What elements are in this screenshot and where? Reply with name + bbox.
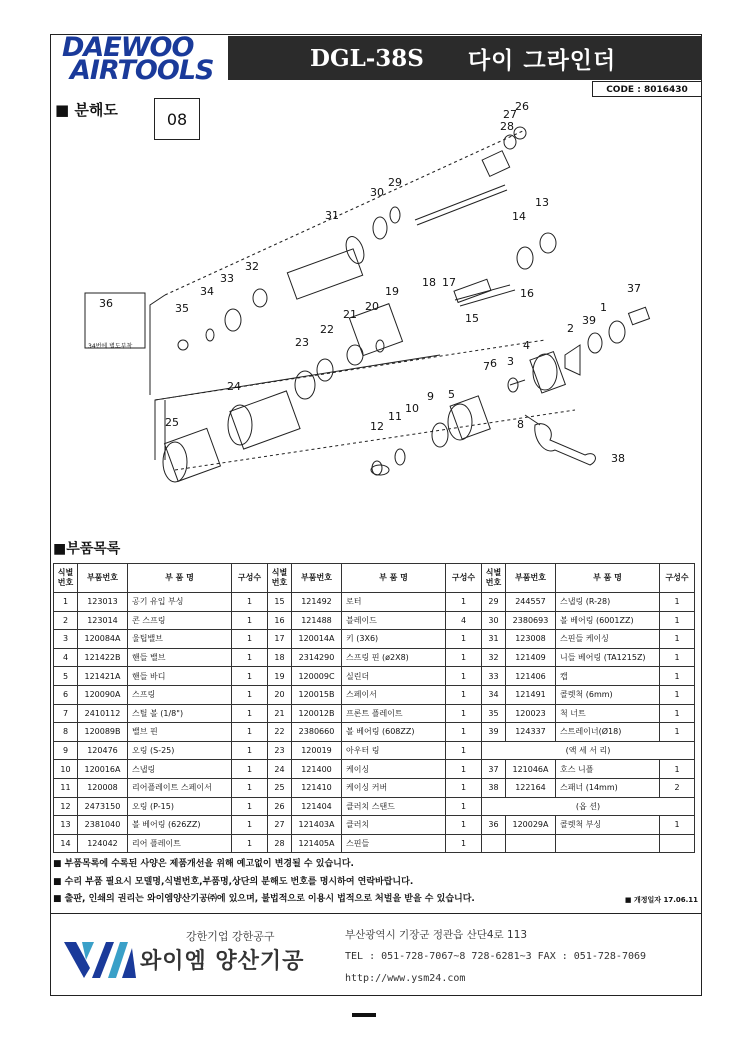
cell-id xyxy=(482,834,506,853)
cell-qty: 1 xyxy=(660,685,695,704)
parts-section-title: ■부품목록 xyxy=(53,541,121,557)
callout-35: 35 xyxy=(175,302,189,315)
cell-id: 26 xyxy=(268,797,292,816)
cell-part-name: 콘 스프링 xyxy=(128,611,232,630)
cell-qty: 1 xyxy=(446,760,482,779)
parts-table-header xyxy=(54,564,695,593)
callout-6: 6 xyxy=(490,357,497,370)
callout-18: 18 xyxy=(422,276,436,289)
cell-qty: 2 xyxy=(660,778,695,797)
cell-id: 31 xyxy=(482,630,506,649)
cell-part-name: 오링 (P-15) xyxy=(128,797,232,816)
cell-part-no: 122164 xyxy=(506,778,556,797)
cell-id: 5 xyxy=(54,667,78,686)
notes-block xyxy=(53,856,698,909)
cell-part-name: 울팁밸브 xyxy=(128,630,232,649)
cell-part-name: 블레이드 xyxy=(342,611,446,630)
cell-part-name: 캡 xyxy=(556,667,660,686)
table-row xyxy=(54,611,695,630)
company-slogan: 강한기업 강한공구 xyxy=(186,930,275,943)
page-number-box: 08 xyxy=(154,98,200,140)
cell-qty: 1 xyxy=(232,834,268,853)
callout-26: 26 xyxy=(515,100,529,113)
section-label-cell: (액 세 서 리) xyxy=(482,741,695,760)
cell-part-no: 244557 xyxy=(506,593,556,612)
revision-date: ■ 개정일자 17.06.11 xyxy=(624,896,698,904)
cell-part-name: 스프링 xyxy=(128,685,232,704)
cell-part-name: 공기 유입 부싱 xyxy=(128,593,232,612)
callout-30: 30 xyxy=(370,186,384,199)
cell-id: 14 xyxy=(54,834,78,853)
table-row xyxy=(54,685,695,704)
cell-qty: 1 xyxy=(660,648,695,667)
header-id: 식별 번호 xyxy=(482,564,506,593)
cell-qty: 1 xyxy=(446,593,482,612)
callout-17: 17 xyxy=(442,276,456,289)
callout-22: 22 xyxy=(320,323,334,336)
daewoo-logo xyxy=(62,32,214,86)
callout-21: 21 xyxy=(343,308,357,321)
cell-qty: 1 xyxy=(446,704,482,723)
cell-part-no: 2314290 xyxy=(292,648,342,667)
company-logo xyxy=(62,926,342,986)
table-row xyxy=(54,816,695,835)
cell-part-no: 120016A xyxy=(78,760,128,779)
cell-id: 30 xyxy=(482,611,506,630)
cell-id: 10 xyxy=(54,760,78,779)
table-row xyxy=(54,760,695,779)
cell-part-name: 프론트 플레이트 xyxy=(342,704,446,723)
cell-id: 22 xyxy=(268,723,292,742)
cell-part-name: 스프링 핀 (ø2X8) xyxy=(342,648,446,667)
callout-24: 24 xyxy=(227,380,241,393)
cell-part-name: 케이싱 xyxy=(342,760,446,779)
table-row xyxy=(54,667,695,686)
cell-qty: 1 xyxy=(232,723,268,742)
cell-part-no: 2380660 xyxy=(292,723,342,742)
cell-qty: 1 xyxy=(232,704,268,723)
diagram-section-title: ■ 분해도 xyxy=(55,101,118,119)
callout-27: 27 xyxy=(503,108,517,121)
callout-16: 16 xyxy=(520,287,534,300)
cell-id: 16 xyxy=(268,611,292,630)
table-row xyxy=(54,834,695,853)
cell-part-no: 121405A xyxy=(292,834,342,853)
company-address: 부산광역시 기장군 정관읍 산단4로 113 xyxy=(345,929,528,941)
cell-part-name: 스트레이너(Ø18) xyxy=(556,723,660,742)
cell-part-name: 클러치 xyxy=(342,816,446,835)
cell-part-no: 120023 xyxy=(506,704,556,723)
cell-id: 20 xyxy=(268,685,292,704)
cell-id: 32 xyxy=(482,648,506,667)
cell-id: 25 xyxy=(268,778,292,797)
header-part-name: 부 품 명 xyxy=(342,564,446,593)
cell-id: 6 xyxy=(54,685,78,704)
cell-qty xyxy=(660,834,695,853)
cell-qty: 1 xyxy=(232,816,268,835)
cell-part-name: 니들 베어링 (TA1215Z) xyxy=(556,648,660,667)
cell-part-no: 2410112 xyxy=(78,704,128,723)
cell-qty: 1 xyxy=(446,648,482,667)
table-row xyxy=(54,797,695,816)
cell-part-name: 로터 xyxy=(342,593,446,612)
exploded-view-diagram xyxy=(55,100,695,530)
callout-14: 14 xyxy=(512,210,526,223)
cell-qty: 1 xyxy=(660,816,695,835)
callout-13: 13 xyxy=(535,196,549,209)
cell-id: 13 xyxy=(54,816,78,835)
cell-part-no: 121492 xyxy=(292,593,342,612)
table-row xyxy=(54,778,695,797)
cell-part-name: 스페이서 xyxy=(342,685,446,704)
cell-qty: 1 xyxy=(660,593,695,612)
callout-3: 3 xyxy=(507,355,514,368)
cell-part-name: 밸브 핀 xyxy=(128,723,232,742)
logo-line1: DAEWOO xyxy=(62,32,194,63)
cell-part-no: 2380693 xyxy=(506,611,556,630)
ym-logo-icon xyxy=(62,940,138,980)
cell-part-name: 핸들 밸브 xyxy=(128,648,232,667)
cell-id: 7 xyxy=(54,704,78,723)
cell-part-no: 121488 xyxy=(292,611,342,630)
cell-qty: 1 xyxy=(232,593,268,612)
cell-id: 2 xyxy=(54,611,78,630)
callout-10: 10 xyxy=(405,402,419,415)
cell-id: 1 xyxy=(54,593,78,612)
cell-qty: 1 xyxy=(660,723,695,742)
callout-36: 36 xyxy=(99,297,113,310)
header-part-name: 부 품 명 xyxy=(128,564,232,593)
cell-part-name xyxy=(556,834,660,853)
cell-id: 15 xyxy=(268,593,292,612)
cell-id: 18 xyxy=(268,648,292,667)
cell-qty: 1 xyxy=(660,611,695,630)
header-part-name: 부 품 명 xyxy=(556,564,660,593)
cell-id: 35 xyxy=(482,704,506,723)
cell-part-name: 스틸 볼 (1/8") xyxy=(128,704,232,723)
cell-part-name: 스냅링 xyxy=(128,760,232,779)
cell-qty: 1 xyxy=(232,685,268,704)
table-row xyxy=(54,704,695,723)
note-line-1: ■ 부품목록에 수록된 사양은 제품개선을 위해 예고없이 변경될 수 있습니다. xyxy=(53,859,354,869)
header-id: 식별 번호 xyxy=(268,564,292,593)
cell-part-no: 123014 xyxy=(78,611,128,630)
callout-29: 29 xyxy=(388,176,402,189)
cell-id: 24 xyxy=(268,760,292,779)
cell-qty: 1 xyxy=(232,778,268,797)
cell-id: 34 xyxy=(482,685,506,704)
cell-id: 28 xyxy=(268,834,292,853)
cell-part-name: 호스 니플 xyxy=(556,760,660,779)
cell-id: 8 xyxy=(54,723,78,742)
cell-qty: 1 xyxy=(232,797,268,816)
cell-qty: 1 xyxy=(446,797,482,816)
cell-part-name: 볼 베어링 (6001ZZ) xyxy=(556,611,660,630)
bottom-mark xyxy=(352,1013,376,1017)
cell-id: 11 xyxy=(54,778,78,797)
cell-part-no: 124042 xyxy=(78,834,128,853)
header-part-no: 부품번호 xyxy=(292,564,342,593)
cell-id: 4 xyxy=(54,648,78,667)
note-line-3: ■ 출판, 인쇄의 권리는 와이엠양산기공㈜에 있으며, 불법적으로 이용시 법적으로 처벌을 받을 수 있습니다. xyxy=(53,894,475,904)
cell-id: 29 xyxy=(482,593,506,612)
cell-part-name: 오링 (S-25) xyxy=(128,741,232,760)
cell-part-no: 120014A xyxy=(292,630,342,649)
cell-id: 36 xyxy=(482,816,506,835)
cell-part-no: 121410 xyxy=(292,778,342,797)
cell-id: 9 xyxy=(54,741,78,760)
cell-part-no xyxy=(506,834,556,853)
header-part-no: 부품번호 xyxy=(506,564,556,593)
callout-38: 38 xyxy=(611,452,625,465)
cell-part-name: 케이싱 커버 xyxy=(342,778,446,797)
cell-part-name: 스패너 (14mm) xyxy=(556,778,660,797)
header-id: 식별 번호 xyxy=(54,564,78,593)
cell-qty: 1 xyxy=(446,834,482,853)
cell-part-no: 123008 xyxy=(506,630,556,649)
company-website[interactable]: http://www.ysm24.com xyxy=(345,973,466,984)
header-qty: 구성수 xyxy=(232,564,268,593)
cell-part-name: 볼 베어링 (608ZZ) xyxy=(342,723,446,742)
callout-9: 9 xyxy=(427,390,434,403)
cell-part-name: 아우터 링 xyxy=(342,741,446,760)
header-qty: 구성수 xyxy=(446,564,482,593)
cell-qty: 1 xyxy=(660,760,695,779)
table-row xyxy=(54,648,695,667)
callout-39: 39 xyxy=(582,314,596,327)
footer-divider xyxy=(50,913,702,914)
cell-part-name: 클러치 스탠드 xyxy=(342,797,446,816)
company-name: 와이엠 양산기공 xyxy=(140,949,305,974)
cell-part-name: 실린더 xyxy=(342,667,446,686)
cell-part-no: 124337 xyxy=(506,723,556,742)
cell-qty: 1 xyxy=(446,685,482,704)
header-part-no: 부품번호 xyxy=(78,564,128,593)
cell-part-no: 120008 xyxy=(78,778,128,797)
callout-8: 8 xyxy=(517,418,524,431)
callout-23: 23 xyxy=(295,336,309,349)
product-name: 다이 그라인더 xyxy=(467,47,617,74)
cell-part-no: 120012B xyxy=(292,704,342,723)
cell-id: 38 xyxy=(482,778,506,797)
cell-qty: 4 xyxy=(446,611,482,630)
callout-19: 19 xyxy=(385,285,399,298)
header-qty: 구성수 xyxy=(660,564,695,593)
cell-qty: 1 xyxy=(232,630,268,649)
callout-20: 20 xyxy=(365,300,379,313)
callout-33: 33 xyxy=(220,272,234,285)
callout-34: 34 xyxy=(200,285,214,298)
table-row xyxy=(54,723,695,742)
cell-part-name: 스핀들 xyxy=(342,834,446,853)
callout-1: 1 xyxy=(600,301,607,314)
callout-11: 11 xyxy=(388,410,402,423)
cell-part-no: 121406 xyxy=(506,667,556,686)
company-phone: TEL : 051-728-7067~8 728-6281~3 FAX : 051-728-7069 xyxy=(345,951,647,962)
cell-part-name: 키 (3X6) xyxy=(342,630,446,649)
cell-id: 27 xyxy=(268,816,292,835)
callout-32: 32 xyxy=(245,260,259,273)
callout-2: 2 xyxy=(567,322,574,335)
callout-25: 25 xyxy=(165,416,179,429)
cell-id: 37 xyxy=(482,760,506,779)
table-row xyxy=(54,593,695,612)
cell-part-name: 리어 플레이트 xyxy=(128,834,232,853)
cell-part-no: 2381040 xyxy=(78,816,128,835)
cell-part-name: 척 너트 xyxy=(556,704,660,723)
cell-part-no: 120019 xyxy=(292,741,342,760)
cell-part-no: 120009C xyxy=(292,667,342,686)
cell-qty: 1 xyxy=(446,816,482,835)
cell-part-no: 121421A xyxy=(78,667,128,686)
cell-qty: 1 xyxy=(660,630,695,649)
cell-part-no: 121400 xyxy=(292,760,342,779)
table-row xyxy=(54,630,695,649)
cell-id: 21 xyxy=(268,704,292,723)
cell-qty: 1 xyxy=(232,741,268,760)
cell-id: 19 xyxy=(268,667,292,686)
cell-part-no: 121404 xyxy=(292,797,342,816)
title-bar xyxy=(228,36,702,80)
cell-id: 17 xyxy=(268,630,292,649)
cell-qty: 1 xyxy=(232,667,268,686)
callout-4: 4 xyxy=(523,339,530,352)
cell-part-name: 볼 베어링 (626ZZ) xyxy=(128,816,232,835)
parts-table xyxy=(53,563,695,853)
cell-qty: 1 xyxy=(446,778,482,797)
callout-15: 15 xyxy=(465,312,479,325)
cell-part-no: 121403A xyxy=(292,816,342,835)
cell-part-no: 120084A xyxy=(78,630,128,649)
cell-qty: 1 xyxy=(446,723,482,742)
cell-part-no: 120015B xyxy=(292,685,342,704)
table-row xyxy=(54,741,695,760)
cell-part-name: 콜렛척 (6mm) xyxy=(556,685,660,704)
cell-part-no: 121491 xyxy=(506,685,556,704)
callout-7: 7 xyxy=(483,360,490,373)
cell-qty: 1 xyxy=(446,667,482,686)
cell-part-no: 120090A xyxy=(78,685,128,704)
cell-qty: 1 xyxy=(232,611,268,630)
cell-id: 39 xyxy=(482,723,506,742)
cell-part-no: 2473150 xyxy=(78,797,128,816)
cell-part-name: 리어플레이트 스페이서 xyxy=(128,778,232,797)
callout-5: 5 xyxy=(448,388,455,401)
cell-part-no: 121409 xyxy=(506,648,556,667)
cell-part-no: 120476 xyxy=(78,741,128,760)
cell-qty: 1 xyxy=(660,667,695,686)
model-name: DGL-38S xyxy=(310,44,424,72)
contact-block xyxy=(345,924,646,990)
cell-part-name: 스냅링 (R-28) xyxy=(556,593,660,612)
cell-part-no: 120029A xyxy=(506,816,556,835)
cell-qty: 1 xyxy=(232,648,268,667)
callout-12: 12 xyxy=(370,420,384,433)
product-code: CODE : 8016430 xyxy=(592,81,702,97)
callout-37: 37 xyxy=(627,282,641,295)
inset-label: 34번에 별도부착 xyxy=(88,343,133,350)
cell-id: 23 xyxy=(268,741,292,760)
callout-28: 28 xyxy=(500,120,514,133)
cell-part-no: 121422B xyxy=(78,648,128,667)
cell-id: 33 xyxy=(482,667,506,686)
section-label-cell: (옵 션) xyxy=(482,797,695,816)
cell-part-name: 핸들 바디 xyxy=(128,667,232,686)
cell-id: 3 xyxy=(54,630,78,649)
cell-qty: 1 xyxy=(446,630,482,649)
cell-id: 12 xyxy=(54,797,78,816)
callout-31: 31 xyxy=(325,209,339,222)
cell-qty: 1 xyxy=(660,704,695,723)
note-line-2: ■ 수리 부품 필요시 모델명,식별번호,부품명,상단의 분해도 번호를 명시하여 연락바랍니다. xyxy=(53,876,414,887)
cell-part-no: 123013 xyxy=(78,593,128,612)
cell-part-no: 120089B xyxy=(78,723,128,742)
cell-qty: 1 xyxy=(446,741,482,760)
cell-part-no: 121046A xyxy=(506,760,556,779)
cell-part-name: 콜렛척 부싱 xyxy=(556,816,660,835)
cell-part-name: 스핀들 케이싱 xyxy=(556,630,660,649)
logo-line2: AIRTOOLS xyxy=(70,55,214,86)
cell-qty: 1 xyxy=(232,760,268,779)
